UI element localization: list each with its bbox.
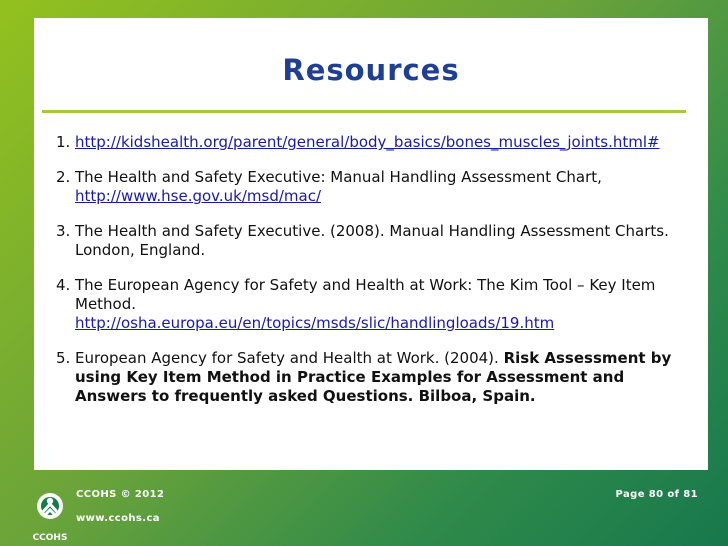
slide-panel (34, 18, 708, 470)
reference-link-osha[interactable]: http://osha.europa.eu/en/topics/msds/slic/handlingloads/19.htm (75, 314, 555, 332)
reference-text: The Health and Safety Executive. (2008). Manual Handling Assessment Charts. London, England. (75, 222, 669, 259)
reference-item-5 (56, 349, 676, 406)
reference-link-hse[interactable]: http://www.hse.gov.uk/msd/mac/ (75, 187, 321, 205)
footer-page-number: Page 80 of 81 (615, 489, 698, 500)
reference-number: 3. (56, 222, 71, 240)
references-list (56, 133, 676, 422)
title-divider (42, 110, 686, 113)
reference-item-4 (56, 276, 676, 333)
reference-bold-title: Risk Assessment by using Key Item Method in Practice Examples for Assessment and Answers to frequently asked Questions. Bilboa, Spain. (75, 349, 672, 405)
reference-number: 4. (56, 276, 71, 294)
reference-text: The Health and Safety Executive: Manual Handling Assessment Chart, (75, 168, 602, 186)
reference-number: 1. (56, 133, 71, 151)
logo-text: CCOHS (32, 533, 68, 543)
slide-title: Resources (282, 53, 460, 87)
reference-number: 5. (56, 349, 71, 367)
reference-text: European Agency for Safety and Health at Work. (2004). (75, 349, 499, 367)
reference-text: The European Agency for Safety and Health at Work: The Kim Tool – Key Item Method. (75, 276, 656, 313)
reference-item-1 (56, 133, 676, 152)
footer-copyright: CCOHS © 2012 (76, 489, 165, 500)
reference-number: 2. (56, 168, 71, 186)
reference-item-2 (56, 168, 676, 206)
reference-link-kidshealth[interactable]: http://kidshealth.org/parent/general/body_basics/bones_muscles_joints.html# (75, 133, 660, 151)
ccohs-logo-icon (32, 490, 68, 544)
footer-website: www.ccohs.ca (76, 513, 160, 524)
reference-item-3 (56, 222, 676, 260)
